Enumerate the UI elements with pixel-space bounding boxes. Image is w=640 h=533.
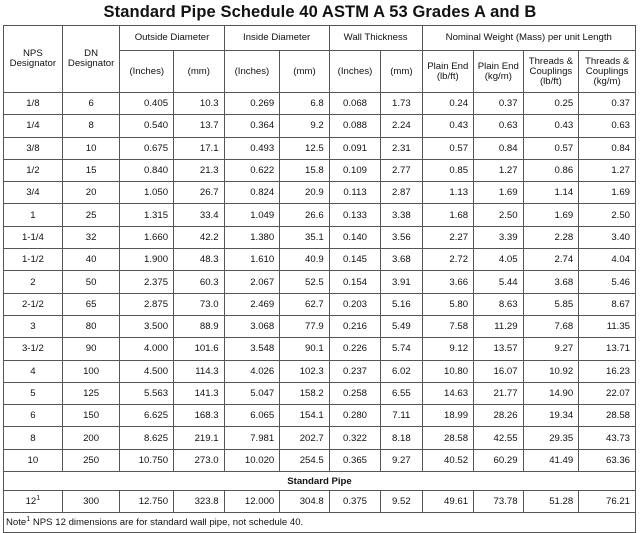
table-cell: 200	[62, 427, 120, 449]
table-cell: 0.109	[329, 159, 381, 181]
table-cell: 8.67	[579, 293, 636, 315]
table-cell: 10.92	[523, 360, 579, 382]
table-cell: 3.068	[224, 315, 280, 337]
table-cell: 28.26	[474, 405, 523, 427]
table-cell: 3.39	[474, 226, 523, 248]
table-row	[4, 93, 636, 115]
table-row	[4, 427, 636, 449]
table-cell: 3/8	[4, 137, 63, 159]
table-cell: 4.500	[120, 360, 174, 382]
table-cell: 77.9	[280, 315, 329, 337]
table-cell: 3.91	[381, 271, 422, 293]
table-cell: 4	[4, 360, 63, 382]
table-cell: 90.1	[280, 338, 329, 360]
table-cell: 5.80	[422, 293, 474, 315]
table-row	[4, 293, 636, 315]
table-cell: 0.113	[329, 182, 381, 204]
header-wt-inches: (Inches)	[329, 51, 381, 93]
table-cell: 2-1/2	[4, 293, 63, 315]
table-cell: 0.493	[224, 137, 280, 159]
table-row	[4, 137, 636, 159]
table-cell: 2.50	[579, 204, 636, 226]
table-cell: 0.824	[224, 182, 280, 204]
table-cell: 0.133	[329, 204, 381, 226]
table-cell: 1.68	[422, 204, 474, 226]
table-cell: 6.8	[280, 93, 329, 115]
table-cell: 2.469	[224, 293, 280, 315]
table-cell: 1.69	[579, 182, 636, 204]
table-cell: 150	[62, 405, 120, 427]
table-row	[4, 204, 636, 226]
table-row	[4, 405, 636, 427]
table-cell: 0.322	[329, 427, 381, 449]
table-cell: 65	[62, 293, 120, 315]
table-cell: 158.2	[280, 382, 329, 404]
header-id-inches: (Inches)	[224, 51, 280, 93]
header-wall-thickness: Wall Thickness	[329, 26, 422, 51]
header-od-inches: (Inches)	[120, 51, 174, 93]
table-cell: 154.1	[280, 405, 329, 427]
table-cell: 3.500	[120, 315, 174, 337]
table-row	[4, 382, 636, 404]
table-cell: 3	[4, 315, 63, 337]
table-row	[4, 315, 636, 337]
table-cell: 2.24	[381, 115, 422, 137]
table-cell: 101.6	[174, 338, 225, 360]
table-cell: 4.04	[579, 249, 636, 271]
table-cell: 8.625	[120, 427, 174, 449]
table-cell: 13.57	[474, 338, 523, 360]
table-cell: 2.31	[381, 137, 422, 159]
table-cell	[174, 491, 225, 513]
table-cell: 0.269	[224, 93, 280, 115]
table-cell: 50	[62, 271, 120, 293]
header-row-1	[4, 26, 636, 51]
table-cell: 3.66	[422, 271, 474, 293]
section-row	[4, 472, 636, 491]
table-cell: 0.57	[422, 137, 474, 159]
table-cell: 41.49	[523, 449, 579, 471]
table-cell: 20	[62, 182, 120, 204]
table-cell: 8	[4, 427, 63, 449]
page-title: Standard Pipe Schedule 40 ASTM A 53 Grades A and B	[103, 3, 537, 21]
table-cell: 2.72	[422, 249, 474, 271]
header-inside-diameter: Inside Diameter	[224, 26, 329, 51]
table-cell: 16.07	[474, 360, 523, 382]
table-cell: 3.548	[224, 338, 280, 360]
table-cell: 0.540	[120, 115, 174, 137]
table-cell: 0.405	[120, 93, 174, 115]
table-cell: 5.047	[224, 382, 280, 404]
table-cell: 12.5	[280, 137, 329, 159]
table-cell: 2.74	[523, 249, 579, 271]
table-cell: 273.0	[174, 449, 225, 471]
table-cell: 32	[62, 226, 120, 248]
table-cell: 2.27	[422, 226, 474, 248]
table-cell: 5.563	[120, 382, 174, 404]
table-body	[4, 93, 636, 472]
table-cell: 1.049	[224, 204, 280, 226]
table-cell: 3.40	[579, 226, 636, 248]
table-cell: 102.3	[280, 360, 329, 382]
table-cell: 14.63	[422, 382, 474, 404]
table-cell: 2.875	[120, 293, 174, 315]
table-cell: 28.58	[579, 405, 636, 427]
table-cell: 7.981	[224, 427, 280, 449]
cell-value: 304.8	[299, 496, 324, 508]
table-cell: 1-1/2	[4, 249, 63, 271]
table-cell: 0.37	[579, 93, 636, 115]
header-plain-end-lbft: Plain End (lb/ft)	[422, 51, 474, 93]
table-cell	[422, 491, 474, 513]
table-cell: 0.140	[329, 226, 381, 248]
table-cell: 3.38	[381, 204, 422, 226]
table-cell: 1/8	[4, 93, 63, 115]
pipe-schedule-table	[3, 25, 636, 533]
table-cell: 33.4	[174, 204, 225, 226]
table-cell: 0.154	[329, 271, 381, 293]
table-cell: 5.46	[579, 271, 636, 293]
table-cell: 20.9	[280, 182, 329, 204]
table-cell: 8	[62, 115, 120, 137]
table-cell: 13.7	[174, 115, 225, 137]
table-row	[4, 249, 636, 271]
header-nps: NPS Designator	[4, 26, 63, 93]
table-cell: 0.43	[523, 115, 579, 137]
table-cell: 35.1	[280, 226, 329, 248]
table-cell: 7.11	[381, 405, 422, 427]
table-cell: 6.625	[120, 405, 174, 427]
table-cell: 10.020	[224, 449, 280, 471]
note-cell	[4, 513, 636, 533]
table-cell: 6	[62, 93, 120, 115]
table-cell: 0.258	[329, 382, 381, 404]
table-cell: 2.50	[474, 204, 523, 226]
table-row	[4, 449, 636, 471]
table-cell: 90	[62, 338, 120, 360]
table-cell: 6.065	[224, 405, 280, 427]
cell-value: 12.000	[244, 496, 275, 508]
table-cell: 10.80	[422, 360, 474, 382]
table-cell: 0.091	[329, 137, 381, 159]
table-cell: 254.5	[280, 449, 329, 471]
table-cell: 29.35	[523, 427, 579, 449]
table-cell: 1.050	[120, 182, 174, 204]
table-cell: 40.9	[280, 249, 329, 271]
table-cell: 0.145	[329, 249, 381, 271]
table-cell: 168.3	[174, 405, 225, 427]
table-cell: 141.3	[174, 382, 225, 404]
cell-value: 73.78	[493, 496, 518, 508]
table-cell	[280, 491, 329, 513]
table-cell: 0.84	[579, 137, 636, 159]
table-cell: 80	[62, 315, 120, 337]
table-cell	[120, 491, 174, 513]
table-row	[4, 115, 636, 137]
header-dn: DN Designator	[62, 26, 120, 93]
table-row	[4, 159, 636, 181]
table-cell: 0.237	[329, 360, 381, 382]
header-od-mm: (mm)	[174, 51, 225, 93]
table-cell: 25	[62, 204, 120, 226]
table-cell: 4.026	[224, 360, 280, 382]
table-cell: 10	[62, 137, 120, 159]
table-cell: 6	[4, 405, 63, 427]
table-cell: 0.63	[579, 115, 636, 137]
cell-value: 12	[25, 496, 37, 508]
cell-value: 76.21	[605, 496, 630, 508]
cell-value: 9.52	[392, 496, 411, 508]
cell-value: 49.61	[444, 496, 469, 508]
table-cell: 1.13	[422, 182, 474, 204]
table-row	[4, 226, 636, 248]
header-wt-mm: (mm)	[381, 51, 422, 93]
table-cell: 40	[62, 249, 120, 271]
table-cell	[224, 491, 280, 513]
table-cell: 1.69	[474, 182, 523, 204]
table-cell: 219.1	[174, 427, 225, 449]
table-cell: 40.52	[422, 449, 474, 471]
table-cell: 11.29	[474, 315, 523, 337]
table-cell: 0.37	[474, 93, 523, 115]
table-cell: 1.73	[381, 93, 422, 115]
table-cell: 125	[62, 382, 120, 404]
table-cell: 3/4	[4, 182, 63, 204]
table-cell: 10	[4, 449, 63, 471]
table-cell	[62, 491, 120, 513]
table-cell: 1/2	[4, 159, 63, 181]
table-cell: 28.58	[422, 427, 474, 449]
table-cell: 10.750	[120, 449, 174, 471]
table-cell: 6.02	[381, 360, 422, 382]
table-cell: 3.68	[381, 249, 422, 271]
cell-value: 0.375	[342, 496, 367, 508]
table-cell: 0.43	[422, 115, 474, 137]
table-cell: 202.7	[280, 427, 329, 449]
table-cell: 21.77	[474, 382, 523, 404]
table-cell: 1.315	[120, 204, 174, 226]
table-cell: 0.364	[224, 115, 280, 137]
note-text: NPS 12 dimensions are for standard wall pipe, not schedule 40.	[30, 517, 304, 529]
table-cell: 2.77	[381, 159, 422, 181]
table-row	[4, 182, 636, 204]
table-row	[4, 338, 636, 360]
table-cell: 114.3	[174, 360, 225, 382]
table-cell: 15.8	[280, 159, 329, 181]
table-cell: 1.14	[523, 182, 579, 204]
note-prefix: Note	[6, 517, 27, 529]
table-cell: 9.12	[422, 338, 474, 360]
header-outside-diameter: Outside Diameter	[120, 26, 224, 51]
table-cell: 48.3	[174, 249, 225, 271]
table-cell: 5.16	[381, 293, 422, 315]
table-cell: 17.1	[174, 137, 225, 159]
table-cell: 9.27	[381, 449, 422, 471]
table-cell: 0.840	[120, 159, 174, 181]
table-cell: 5.74	[381, 338, 422, 360]
table-cell: 0.675	[120, 137, 174, 159]
table-cell: 1/4	[4, 115, 63, 137]
table-cell: 0.86	[523, 159, 579, 181]
table-cell: 0.85	[422, 159, 474, 181]
table-cell	[381, 491, 422, 513]
table-cell: 0.25	[523, 93, 579, 115]
header-threads-lbft: Threads & Couplings (lb/ft)	[523, 51, 579, 93]
cell-value: 51.28	[549, 496, 574, 508]
table-cell	[474, 491, 523, 513]
table-cell: 0.57	[523, 137, 579, 159]
table-cell: 0.63	[474, 115, 523, 137]
table-cell: 0.280	[329, 405, 381, 427]
table-cell: 0.068	[329, 93, 381, 115]
table-cell: 7.58	[422, 315, 474, 337]
table-cell: 0.365	[329, 449, 381, 471]
table-cell: 3.56	[381, 226, 422, 248]
table-cell: 9.2	[280, 115, 329, 137]
cell-value: 323.8	[194, 496, 219, 508]
table-cell: 1.610	[224, 249, 280, 271]
table-cell: 8.63	[474, 293, 523, 315]
table-cell: 15	[62, 159, 120, 181]
table-cell: 1.900	[120, 249, 174, 271]
table-cell: 4.05	[474, 249, 523, 271]
table-cell: 42.55	[474, 427, 523, 449]
standard-pipe-row	[4, 491, 636, 513]
table-cell: 26.7	[174, 182, 225, 204]
table-row	[4, 360, 636, 382]
table-cell: 5.44	[474, 271, 523, 293]
table-cell: 62.7	[280, 293, 329, 315]
cell-value: 300	[83, 496, 100, 508]
table-cell: 14.90	[523, 382, 579, 404]
table-cell: 0.203	[329, 293, 381, 315]
table-cell: 26.6	[280, 204, 329, 226]
table-cell: 60.3	[174, 271, 225, 293]
table-cell: 3.68	[523, 271, 579, 293]
table-cell: 100	[62, 360, 120, 382]
table-cell	[329, 491, 381, 513]
table-cell: 10.3	[174, 93, 225, 115]
table-cell: 1.380	[224, 226, 280, 248]
table-cell: 16.23	[579, 360, 636, 382]
table-cell: 0.226	[329, 338, 381, 360]
table-cell	[4, 491, 63, 513]
table-cell: 3-1/2	[4, 338, 63, 360]
table-cell: 0.84	[474, 137, 523, 159]
table-cell: 2	[4, 271, 63, 293]
footnote-mark: 1	[36, 495, 41, 502]
table-row	[4, 271, 636, 293]
table-cell: 19.34	[523, 405, 579, 427]
table-cell: 1	[4, 204, 63, 226]
table-cell: 5	[4, 382, 63, 404]
table-cell: 1.27	[579, 159, 636, 181]
table-cell: 6.55	[381, 382, 422, 404]
note-mark: 1	[26, 516, 31, 524]
table-cell: 2.067	[224, 271, 280, 293]
table-cell: 42.2	[174, 226, 225, 248]
table-cell: 1-1/4	[4, 226, 63, 248]
section-label: Standard Pipe	[4, 472, 636, 491]
table-cell: 13.71	[579, 338, 636, 360]
table-cell: 5.85	[523, 293, 579, 315]
table-cell: 60.29	[474, 449, 523, 471]
table-cell: 1.660	[120, 226, 174, 248]
table-cell: 18.99	[422, 405, 474, 427]
table-cell: 0.622	[224, 159, 280, 181]
table-cell: 9.27	[523, 338, 579, 360]
header-id-mm: (mm)	[280, 51, 329, 93]
table-cell: 2.375	[120, 271, 174, 293]
table-cell: 2.87	[381, 182, 422, 204]
table-cell: 7.68	[523, 315, 579, 337]
table-cell: 1.27	[474, 159, 523, 181]
table-cell: 0.088	[329, 115, 381, 137]
table-cell: 11.35	[579, 315, 636, 337]
table-cell: 4.000	[120, 338, 174, 360]
header-nominal-weight: Nominal Weight (Mass) per unit Length	[422, 26, 635, 51]
note-row	[4, 513, 636, 533]
table-cell: 22.07	[579, 382, 636, 404]
header-plain-end-kgm: Plain End (kg/m)	[474, 51, 523, 93]
table-cell: 0.216	[329, 315, 381, 337]
table-cell: 8.18	[381, 427, 422, 449]
table-cell: 88.9	[174, 315, 225, 337]
table-cell	[579, 491, 636, 513]
table-cell: 63.36	[579, 449, 636, 471]
table-cell: 2.28	[523, 226, 579, 248]
table-cell: 21.3	[174, 159, 225, 181]
table-cell: 1.69	[523, 204, 579, 226]
table-cell: 52.5	[280, 271, 329, 293]
table-cell	[523, 491, 579, 513]
table-cell: 0.24	[422, 93, 474, 115]
cell-value: 12.750	[138, 496, 169, 508]
table-cell: 73.0	[174, 293, 225, 315]
table-cell: 250	[62, 449, 120, 471]
table-cell: 5.49	[381, 315, 422, 337]
table-cell: 43.73	[579, 427, 636, 449]
header-threads-kgm: Threads & Couplings (kg/m)	[579, 51, 636, 93]
